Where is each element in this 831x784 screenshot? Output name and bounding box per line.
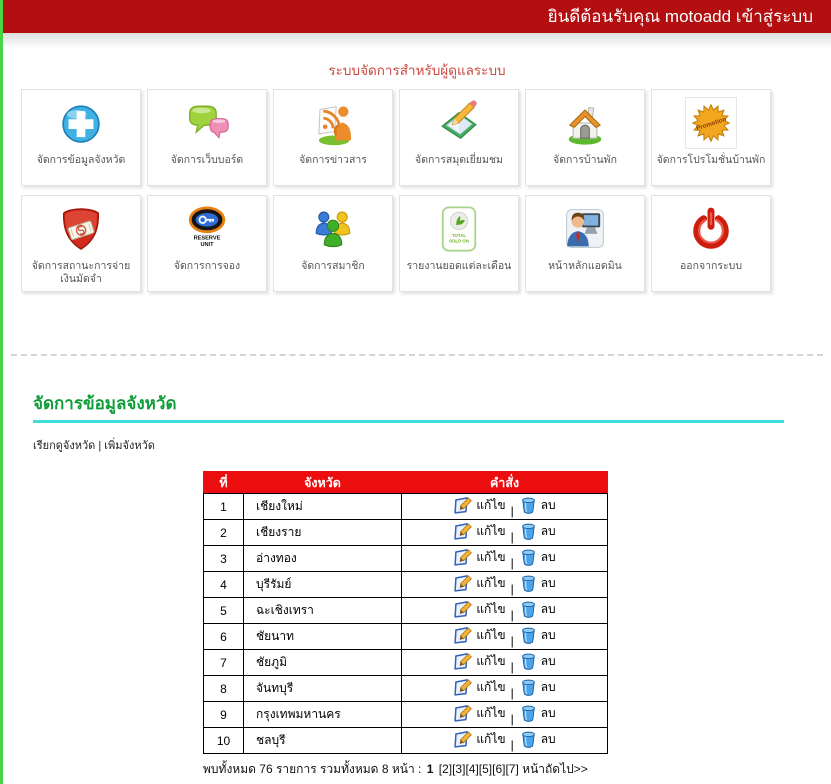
edit-icon [453, 573, 473, 593]
total-label: รวมทั้งหมด [319, 762, 379, 776]
table-row [204, 572, 608, 598]
edit-icon [453, 599, 473, 619]
total-pages: 8 [381, 762, 389, 776]
table-row [204, 494, 608, 520]
edit-link[interactable] [453, 703, 505, 723]
add-circle-icon [22, 95, 140, 151]
delete-link[interactable] [519, 496, 556, 515]
menu-item-provinces[interactable] [21, 89, 141, 186]
table-row [204, 650, 608, 676]
edit-link[interactable] [453, 573, 505, 593]
edit-link[interactable] [453, 677, 505, 697]
table-row [204, 702, 608, 728]
menu-item-news[interactable] [273, 89, 393, 186]
menu-item-label: จัดการสถานะการจ่ายเงินมัดจำ [31, 260, 131, 286]
edit-label: แก้ไข [476, 549, 506, 564]
delete-label: ลบ [540, 680, 556, 694]
table-row [204, 546, 608, 572]
menu-item-label: จัดการข้อมูลจังหวัด [36, 154, 126, 166]
delete-link[interactable] [519, 652, 556, 671]
links-separator: | [98, 440, 102, 452]
menu-item-label: หน้าหลักแอดมิน [548, 260, 622, 272]
found-label: พบทั้งหมด [203, 762, 256, 776]
row-number: 5 [204, 598, 244, 624]
next-page-link[interactable]: หน้าถัดไป>> [522, 762, 588, 776]
edit-icon [453, 677, 473, 697]
table-row [204, 598, 608, 624]
trash-icon [519, 730, 538, 749]
report-icon-text: SOLD ON [449, 238, 469, 244]
delete-link[interactable] [519, 548, 556, 567]
records-label: รายการ [275, 762, 317, 776]
menu-item-members[interactable] [273, 195, 393, 292]
dashed-divider [11, 354, 823, 356]
house-icon [526, 95, 644, 151]
page-link[interactable]: [4] [465, 762, 479, 776]
action-separator: | [510, 738, 514, 752]
edit-link[interactable] [453, 521, 505, 541]
row-number: 7 [204, 650, 244, 676]
edit-icon [453, 521, 473, 541]
delete-label: ลบ [540, 654, 556, 668]
delete-label: ลบ [540, 602, 556, 616]
province-links [33, 436, 831, 454]
row-actions [402, 702, 608, 728]
logout-power-icon [652, 201, 770, 257]
province-name: ชัยภูมิ [244, 650, 402, 676]
page-links [439, 762, 519, 776]
guestbook-pencil-icon [400, 95, 518, 151]
row-number: 8 [204, 676, 244, 702]
action-separator: | [510, 556, 514, 570]
row-number: 9 [204, 702, 244, 728]
edit-label: แก้ไข [476, 679, 506, 694]
menu-item-label: จัดการเว็บบอร์ด [170, 154, 244, 166]
trash-icon [519, 600, 538, 619]
province-table [203, 471, 608, 754]
row-number: 2 [204, 520, 244, 546]
action-separator: | [510, 530, 514, 544]
promotion-star-icon [652, 95, 770, 151]
menu-item-promotions[interactable] [651, 89, 771, 186]
delete-label: ลบ [540, 706, 556, 720]
edit-label: แก้ไข [476, 653, 506, 668]
edit-icon [453, 703, 473, 723]
province-name: จันทบุรี [244, 676, 402, 702]
menu-item-bookings[interactable] [147, 195, 267, 292]
col-command-header: คำสั่ง [402, 472, 608, 494]
edit-link[interactable] [453, 495, 505, 515]
row-actions [402, 598, 608, 624]
report-icon-text: TOTAL [451, 233, 467, 239]
edit-icon [453, 651, 473, 671]
action-separator: | [510, 582, 514, 596]
trash-icon [519, 704, 538, 723]
edit-link[interactable] [453, 599, 505, 619]
top-bar [3, 0, 831, 33]
delete-link[interactable] [519, 626, 556, 645]
row-actions [402, 676, 608, 702]
payment-shield-icon [22, 201, 140, 257]
menu-item-logout[interactable] [651, 195, 771, 292]
page-link[interactable]: [6] [492, 762, 506, 776]
action-separator: | [510, 686, 514, 700]
admin-menu-grid [21, 89, 781, 292]
menu-item-houses[interactable] [525, 89, 645, 186]
admin-home-icon [526, 201, 644, 257]
reserve-unit-icon [148, 201, 266, 257]
menu-item-admin-home[interactable] [525, 195, 645, 292]
menu-item-webboard[interactable] [147, 89, 267, 186]
action-separator: | [510, 634, 514, 648]
edit-icon [453, 495, 473, 515]
menu-item-label: จัดการการจอง [173, 260, 241, 272]
row-actions [402, 650, 608, 676]
edit-link[interactable] [453, 729, 505, 749]
province-name: เชียงใหม่ [244, 494, 402, 520]
menu-item-label: จัดการโปรโมชั่นบ้านพัก [656, 154, 766, 166]
edit-icon [453, 729, 473, 749]
page-link[interactable]: [3] [452, 762, 466, 776]
col-province-header: จังหวัด [244, 472, 402, 494]
edit-label: แก้ไข [476, 731, 506, 746]
action-separator: | [510, 712, 514, 726]
province-name: บุรีรัมย์ [244, 572, 402, 598]
delete-link[interactable] [519, 730, 556, 749]
table-row [204, 624, 608, 650]
menu-item-label: จัดการข่าวสาร [299, 154, 367, 166]
row-actions [402, 624, 608, 650]
menu-item-label: จัดการบ้านพัก [553, 154, 617, 166]
col-no-header: ที่ [204, 472, 244, 494]
province-name: ชัยนาท [244, 624, 402, 650]
delete-link[interactable] [519, 678, 556, 697]
delete-link[interactable] [519, 600, 556, 619]
province-name: ฉะเชิงเทรา [244, 598, 402, 624]
page-link[interactable]: [7] [505, 762, 519, 776]
trash-icon [519, 548, 538, 567]
edit-icon [453, 547, 473, 567]
delete-link[interactable] [519, 574, 556, 593]
row-number: 3 [204, 546, 244, 572]
action-separator: | [510, 660, 514, 674]
province-name: กรุงเทพมหานคร [244, 702, 402, 728]
province-name: อ่างทอง [244, 546, 402, 572]
delete-label: ลบ [540, 732, 556, 746]
row-number: 6 [204, 624, 244, 650]
top-bar-shadow [3, 33, 831, 48]
current-page: 1 [426, 762, 434, 776]
menu-item-label: ออกจากระบบ [680, 260, 742, 272]
menu-item-monthly-report[interactable] [399, 195, 519, 292]
row-number: 4 [204, 572, 244, 598]
delete-link[interactable] [519, 704, 556, 723]
edit-label: แก้ไข [476, 627, 506, 642]
delete-label: ลบ [540, 524, 556, 538]
reserve-icon-text: UNIT [200, 241, 214, 248]
menu-item-label: จัดการสมาชิก [301, 260, 365, 272]
trash-icon [519, 652, 538, 671]
pages-label: หน้า : [391, 762, 422, 776]
row-actions [402, 572, 608, 598]
province-name: เชียงราย [244, 520, 402, 546]
edit-label: แก้ไข [476, 523, 506, 538]
chat-bubbles-icon [148, 95, 266, 151]
menu-item-label: รายงานยอดแต่ละเดือน [406, 260, 512, 272]
delete-link[interactable] [519, 522, 556, 541]
add-province-link[interactable]: เพิ่มจังหวัด [104, 440, 155, 452]
province-name: ชลบุรี [244, 728, 402, 754]
pagination [203, 760, 831, 779]
edit-link[interactable] [453, 547, 505, 567]
delete-label: ลบ [540, 498, 556, 512]
page-link[interactable]: [2] [438, 762, 453, 776]
row-actions [402, 728, 608, 754]
trash-icon [519, 626, 538, 645]
menu-item-deposit-status[interactable] [21, 195, 141, 292]
trash-icon [519, 678, 538, 697]
total-records: 76 [259, 762, 273, 776]
trash-icon [519, 522, 538, 541]
reserve-icon-text: RESERVE [193, 235, 221, 242]
view-provinces-link[interactable]: เรียกดูจังหวัด [33, 440, 96, 452]
promotion-icon-text: Promotion [695, 115, 728, 133]
table-row [204, 676, 608, 702]
menu-item-guestbook[interactable] [399, 89, 519, 186]
row-actions [402, 546, 608, 572]
edit-label: แก้ไข [476, 601, 506, 616]
row-number: 1 [204, 494, 244, 520]
delete-label: ลบ [540, 628, 556, 642]
table-header-row [204, 472, 608, 494]
page-link[interactable]: [5] [478, 762, 493, 776]
edit-link[interactable] [453, 651, 505, 671]
welcome-message: ยินดีต้อนรับคุณ motoadd เข้าสู่ระบบ [547, 7, 813, 26]
row-number: 10 [204, 728, 244, 754]
menu-item-label: จัดการสมุดเยี่ยมชม [415, 154, 503, 166]
row-actions [402, 494, 608, 520]
edit-label: แก้ไข [476, 497, 506, 512]
section-title: จัดการข้อมูลจังหวัด [33, 394, 177, 413]
section-underline [33, 420, 784, 423]
admin-menu-title: ระบบจัดการสำหรับผู้ดูแลระบบ [328, 63, 506, 78]
table-row [204, 520, 608, 546]
monthly-report-icon [400, 201, 518, 257]
delete-label: ลบ [540, 576, 556, 590]
table-row [204, 728, 608, 754]
delete-label: ลบ [540, 550, 556, 564]
row-actions [402, 520, 608, 546]
edit-icon [453, 625, 473, 645]
members-icon [274, 201, 392, 257]
trash-icon [519, 574, 538, 593]
action-separator: | [510, 608, 514, 622]
edit-link[interactable] [453, 625, 505, 645]
trash-icon [519, 496, 538, 515]
edit-label: แก้ไข [476, 705, 506, 720]
news-reader-icon [274, 95, 392, 151]
action-separator: | [510, 504, 514, 518]
edit-label: แก้ไข [476, 575, 506, 590]
